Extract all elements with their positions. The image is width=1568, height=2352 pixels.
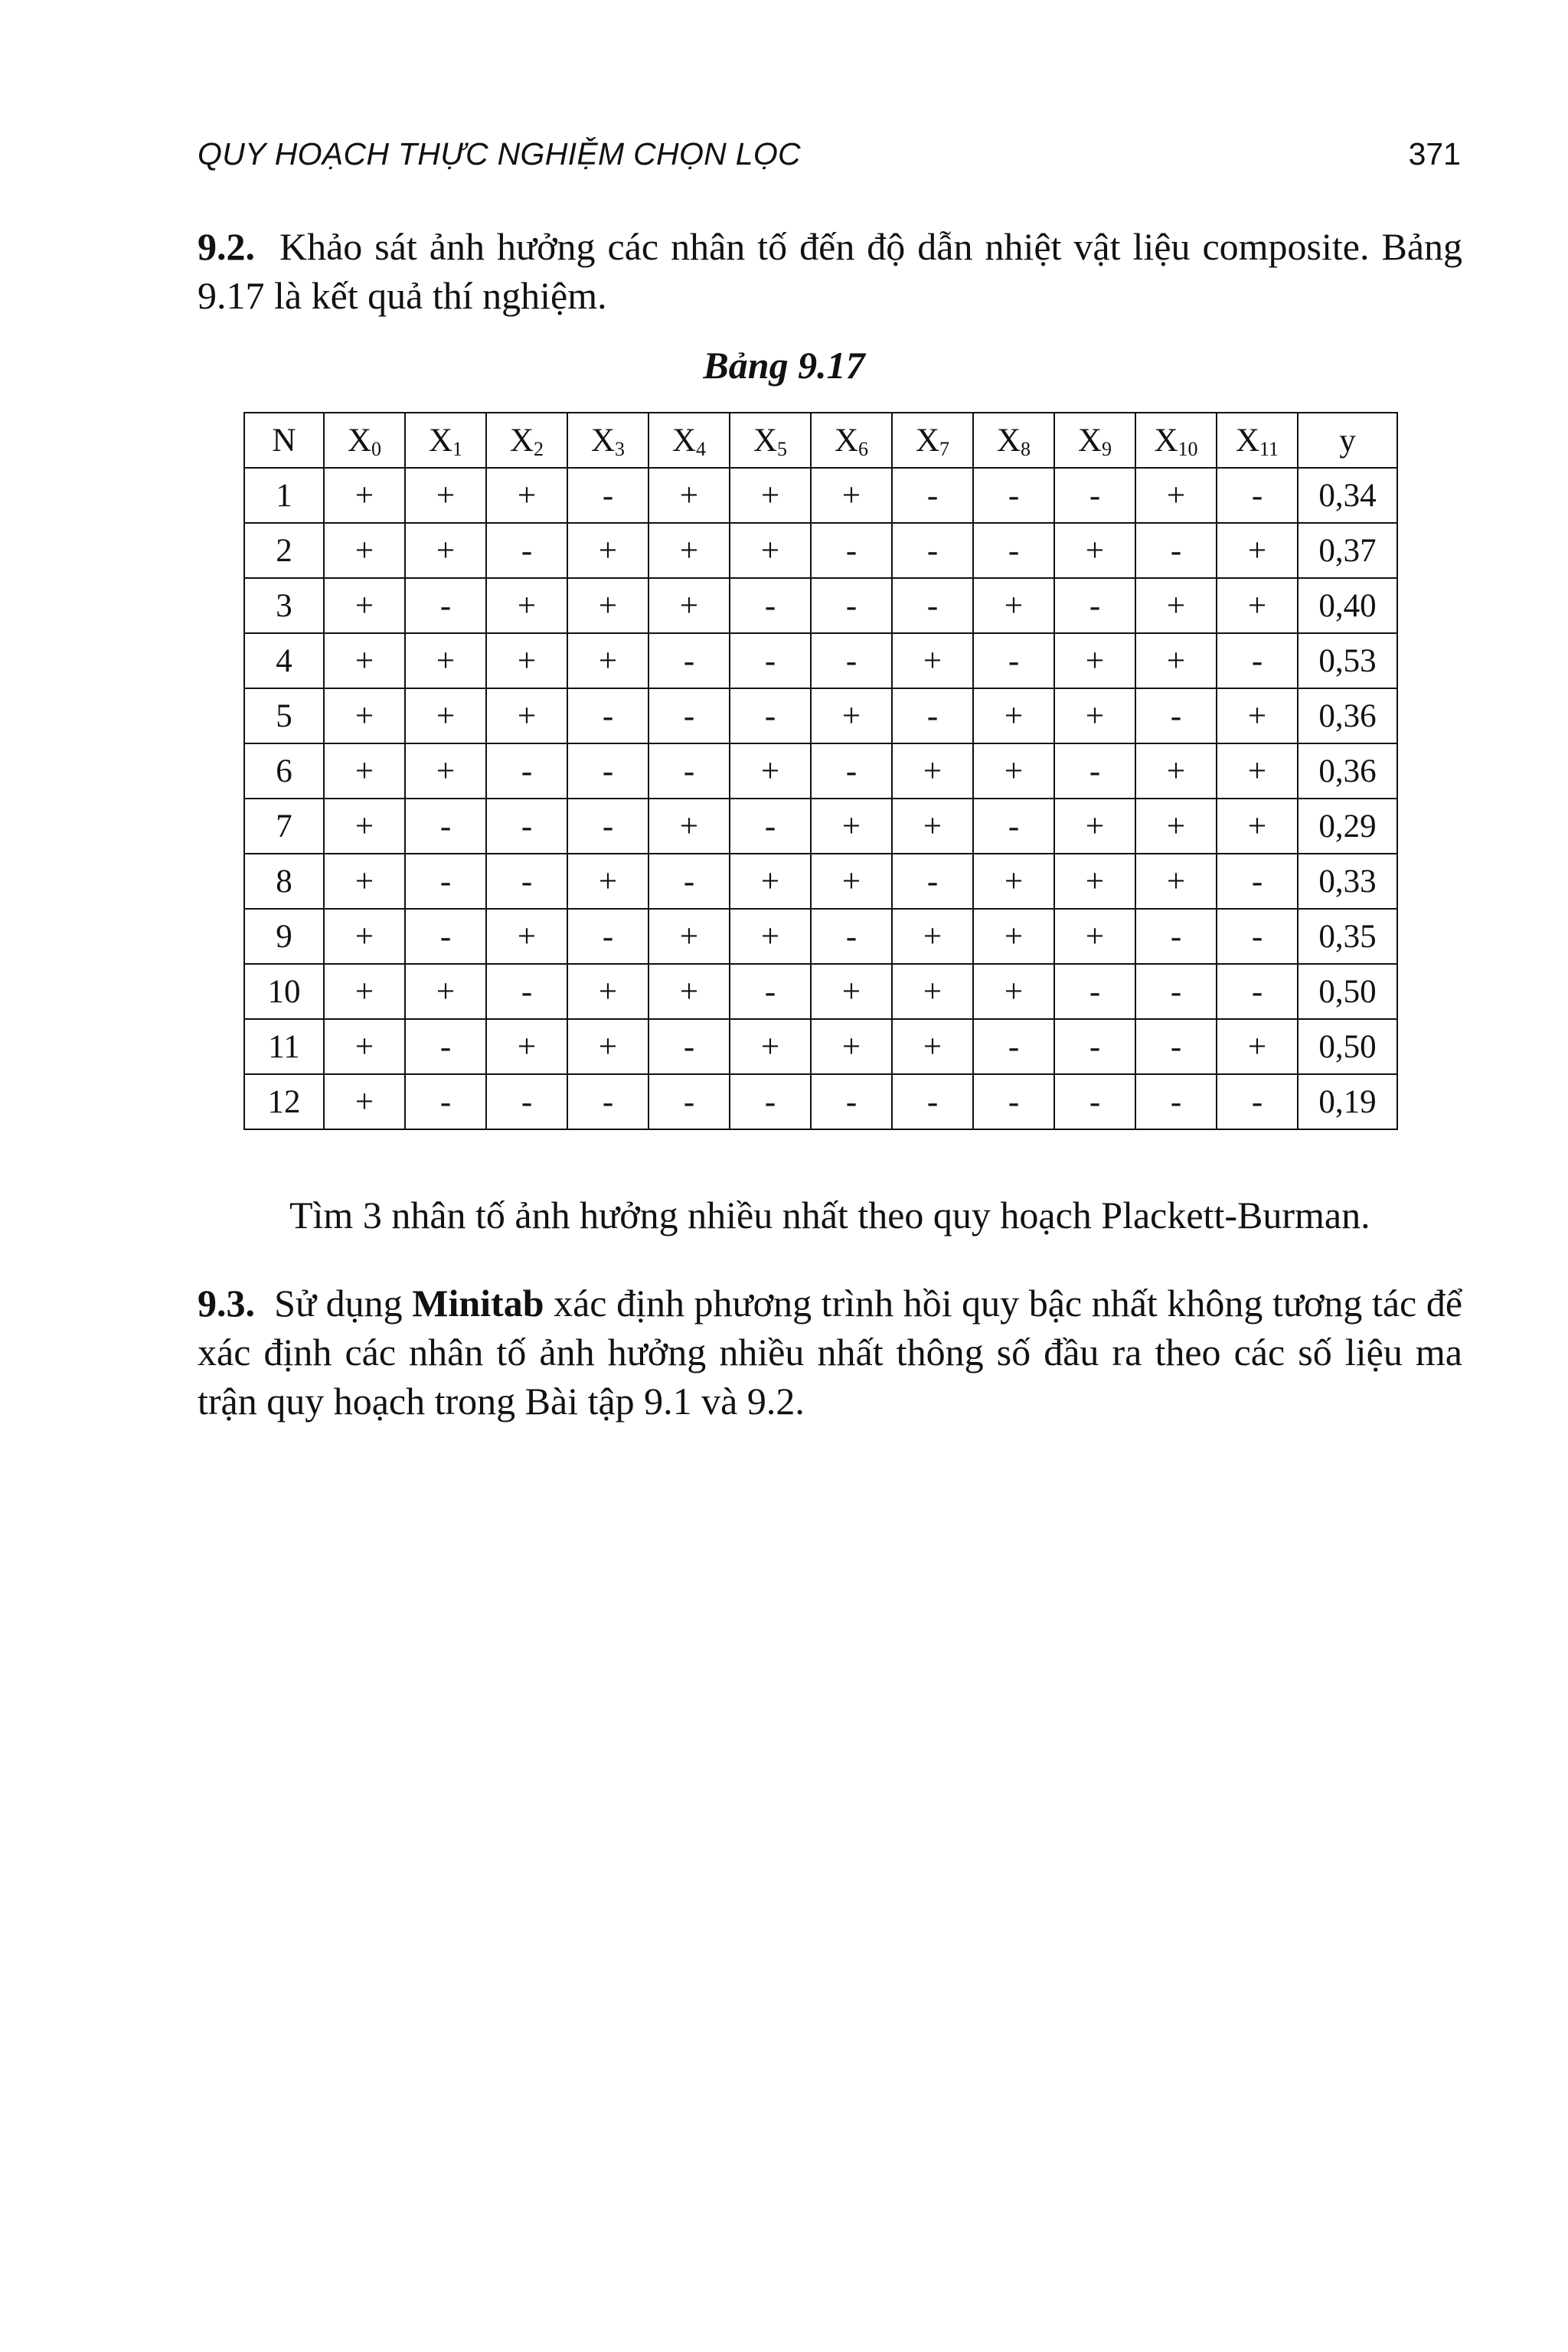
sign-cell: - — [892, 523, 973, 578]
factor-subscript: 5 — [777, 437, 788, 460]
response-cell: 0,50 — [1298, 964, 1397, 1019]
factor-symbol: X — [509, 422, 534, 459]
table-row — [244, 578, 1397, 633]
sign-cell: - — [730, 688, 811, 743]
sign-cell: + — [892, 1019, 973, 1074]
table-header-row — [244, 413, 1397, 468]
sign-cell: + — [324, 964, 405, 1019]
sign-cell: - — [811, 523, 892, 578]
sign-cell: + — [324, 1074, 405, 1129]
sign-cell: - — [1217, 909, 1298, 964]
sign-cell: + — [1217, 688, 1298, 743]
exercise-number: 9.2. — [198, 225, 255, 268]
sign-cell: + — [324, 799, 405, 854]
sign-cell: - — [486, 854, 567, 909]
table-row — [244, 688, 1397, 743]
sign-cell: + — [1135, 633, 1217, 688]
factor-subscript: 6 — [858, 437, 869, 460]
sign-cell: + — [405, 468, 486, 523]
sign-cell: - — [648, 1019, 730, 1074]
sign-cell: + — [892, 633, 973, 688]
sign-cell: + — [811, 854, 892, 909]
sign-cell: + — [730, 468, 811, 523]
sign-cell: + — [811, 799, 892, 854]
sign-cell: + — [486, 578, 567, 633]
response-cell: 0,33 — [1298, 854, 1397, 909]
sign-cell: + — [973, 909, 1054, 964]
sign-cell: + — [892, 743, 973, 799]
header-factor-x0 — [324, 413, 405, 468]
sign-cell: + — [973, 578, 1054, 633]
sign-cell: - — [1054, 964, 1135, 1019]
sign-cell: + — [1217, 743, 1298, 799]
sign-cell: + — [1135, 578, 1217, 633]
table-row — [244, 523, 1397, 578]
sign-cell: - — [1135, 688, 1217, 743]
sign-cell: + — [648, 523, 730, 578]
sign-cell: - — [730, 799, 811, 854]
sign-cell: - — [892, 688, 973, 743]
sign-cell: - — [973, 1019, 1054, 1074]
sign-cell: - — [973, 468, 1054, 523]
sign-cell: + — [1135, 799, 1217, 854]
sign-cell: + — [405, 633, 486, 688]
factor-subscript: 8 — [1021, 437, 1031, 460]
sign-cell: + — [730, 1019, 811, 1074]
sign-cell: + — [1135, 468, 1217, 523]
sign-cell: - — [648, 854, 730, 909]
factor-symbol: X — [1077, 422, 1102, 459]
sign-cell: - — [811, 1074, 892, 1129]
sign-cell: + — [324, 1019, 405, 1074]
factor-symbol: X — [834, 422, 859, 459]
sign-cell: - — [1217, 854, 1298, 909]
sign-cell: - — [730, 578, 811, 633]
sign-cell: - — [1135, 964, 1217, 1019]
sign-cell: + — [973, 854, 1054, 909]
row-number-cell: 10 — [244, 964, 324, 1019]
sign-cell: + — [973, 964, 1054, 1019]
factor-subscript: 0 — [371, 437, 382, 460]
sign-cell: - — [1217, 1074, 1298, 1129]
sign-cell: - — [730, 633, 811, 688]
header-factor-x6 — [811, 413, 892, 468]
sign-cell: - — [1135, 909, 1217, 964]
sign-cell: - — [892, 578, 973, 633]
sign-cell: + — [567, 578, 648, 633]
factor-symbol: X — [590, 422, 616, 459]
header-factor-x11 — [1217, 413, 1298, 468]
sign-cell: - — [486, 523, 567, 578]
sign-cell: + — [486, 633, 567, 688]
sign-cell: + — [811, 964, 892, 1019]
sign-cell: + — [811, 1019, 892, 1074]
header-factor-x10 — [1135, 413, 1217, 468]
sign-cell: - — [892, 468, 973, 523]
header-factor-x9 — [1054, 413, 1135, 468]
row-number-cell: 6 — [244, 743, 324, 799]
sign-cell: - — [811, 909, 892, 964]
sign-cell: + — [567, 523, 648, 578]
row-number-cell: 2 — [244, 523, 324, 578]
sign-cell: + — [486, 1019, 567, 1074]
sign-cell: - — [1135, 1019, 1217, 1074]
header-factor-x2 — [486, 413, 567, 468]
sign-cell: + — [648, 964, 730, 1019]
sign-cell: - — [567, 799, 648, 854]
sign-cell: + — [1054, 688, 1135, 743]
factor-symbol: X — [428, 422, 453, 459]
factor-subscript: 10 — [1178, 437, 1198, 460]
sign-cell: + — [486, 909, 567, 964]
sign-cell: + — [892, 909, 973, 964]
sign-cell: + — [1054, 854, 1135, 909]
exercise-text-before: Sử dụng — [274, 1282, 403, 1325]
header-factor-x8 — [973, 413, 1054, 468]
row-number-cell: 7 — [244, 799, 324, 854]
factor-subscript: 1 — [452, 437, 463, 460]
table-row — [244, 1019, 1397, 1074]
row-number-cell: 12 — [244, 1074, 324, 1129]
sign-cell: + — [730, 909, 811, 964]
sign-cell: - — [405, 578, 486, 633]
exercise-number: 9.3. — [198, 1282, 255, 1325]
sign-cell: + — [405, 523, 486, 578]
sign-cell: + — [1217, 523, 1298, 578]
sign-cell: - — [648, 743, 730, 799]
response-cell: 0,50 — [1298, 1019, 1397, 1074]
sign-cell: + — [324, 743, 405, 799]
response-cell: 0,35 — [1298, 909, 1397, 964]
sign-cell: - — [405, 854, 486, 909]
sign-cell: - — [648, 688, 730, 743]
sign-cell: - — [811, 743, 892, 799]
sign-cell: - — [405, 799, 486, 854]
sign-cell: - — [973, 1074, 1054, 1129]
row-number-cell: 9 — [244, 909, 324, 964]
sign-cell: - — [405, 1019, 486, 1074]
sign-cell: + — [567, 1019, 648, 1074]
sign-cell: - — [1135, 1074, 1217, 1129]
sign-cell: + — [730, 854, 811, 909]
factor-symbol: X — [671, 422, 697, 459]
header-y: y — [1298, 413, 1397, 468]
row-number-cell: 3 — [244, 578, 324, 633]
sign-cell: + — [648, 799, 730, 854]
exercise-9-2 — [198, 222, 1462, 320]
header-factor-x4 — [648, 413, 730, 468]
exercise-text-after: xác định phương trình hồi quy bậc nhất không tương tác để xác định các nhân tố ảnh hưởng nhiều nhất thông số đầu ra theo các số liệu ma trận quy hoạch trong Bài tập 9.1 và 9.2. — [198, 1282, 1463, 1423]
response-cell: 0,37 — [1298, 523, 1397, 578]
sign-cell: - — [811, 578, 892, 633]
sign-cell: + — [324, 909, 405, 964]
response-cell: 0,29 — [1298, 799, 1397, 854]
sign-cell: - — [892, 854, 973, 909]
factor-subscript: 4 — [696, 437, 707, 460]
response-cell: 0,40 — [1298, 578, 1397, 633]
sign-cell: + — [1054, 633, 1135, 688]
table-row — [244, 743, 1397, 799]
sign-cell: + — [405, 964, 486, 1019]
software-name: Minitab — [412, 1282, 544, 1325]
sign-cell: - — [973, 799, 1054, 854]
running-title: QUY HOẠCH THỰC NGHIỆM CHỌN LỌC — [198, 136, 801, 172]
table-body — [244, 468, 1397, 1129]
table-row — [244, 964, 1397, 1019]
sign-cell: + — [324, 578, 405, 633]
sign-cell: - — [1217, 964, 1298, 1019]
sign-cell: + — [486, 468, 567, 523]
factor-subscript: 9 — [1102, 437, 1112, 460]
running-header — [198, 136, 1461, 182]
sign-cell: + — [973, 743, 1054, 799]
factor-symbol: X — [996, 422, 1021, 459]
sign-cell: - — [648, 633, 730, 688]
sign-cell: + — [567, 633, 648, 688]
sign-cell: + — [730, 523, 811, 578]
sign-cell: + — [1135, 854, 1217, 909]
sign-cell: - — [730, 964, 811, 1019]
sign-cell: + — [567, 964, 648, 1019]
sign-cell: + — [324, 854, 405, 909]
sign-cell: - — [648, 1074, 730, 1129]
row-number-cell: 1 — [244, 468, 324, 523]
sign-cell: + — [730, 743, 811, 799]
sign-cell: + — [324, 633, 405, 688]
table-row — [244, 854, 1397, 909]
sign-cell: - — [486, 799, 567, 854]
factor-subscript: 7 — [939, 437, 950, 460]
sign-cell: - — [405, 1074, 486, 1129]
sign-cell: - — [1054, 468, 1135, 523]
response-cell: 0,53 — [1298, 633, 1397, 688]
sign-cell: + — [567, 854, 648, 909]
exercise-text: Khảo sát ảnh hưởng các nhân tố đến độ dẫn nhiệt vật liệu composite. Bảng 9.17 là kết quả thí nghiệm. — [198, 225, 1463, 317]
data-table — [243, 412, 1398, 1130]
sign-cell: + — [324, 468, 405, 523]
response-cell: 0,36 — [1298, 688, 1397, 743]
sign-cell: - — [1135, 523, 1217, 578]
page-number: 371 — [1408, 136, 1461, 172]
sign-cell: - — [1217, 633, 1298, 688]
table-row — [244, 633, 1397, 688]
row-number-cell: 5 — [244, 688, 324, 743]
sign-cell: + — [1217, 1019, 1298, 1074]
header-factor-x5 — [730, 413, 811, 468]
factor-symbol: X — [915, 422, 940, 459]
header-factor-x1 — [405, 413, 486, 468]
sign-cell: - — [486, 964, 567, 1019]
header-n: N — [244, 413, 324, 468]
sign-cell: + — [1054, 523, 1135, 578]
sign-cell: + — [324, 688, 405, 743]
sign-cell: - — [811, 633, 892, 688]
sign-cell: - — [1054, 743, 1135, 799]
sign-cell: - — [567, 688, 648, 743]
response-cell: 0,34 — [1298, 468, 1397, 523]
header-factor-x7 — [892, 413, 973, 468]
sign-cell: - — [567, 743, 648, 799]
factor-symbol: X — [1154, 422, 1178, 459]
sign-cell: + — [892, 964, 973, 1019]
sign-cell: - — [1217, 468, 1298, 523]
table-row — [244, 799, 1397, 854]
sign-cell: + — [811, 688, 892, 743]
sign-cell: + — [1135, 743, 1217, 799]
row-number-cell: 4 — [244, 633, 324, 688]
sign-cell: - — [1054, 1074, 1135, 1129]
table-row — [244, 468, 1397, 523]
response-cell: 0,36 — [1298, 743, 1397, 799]
sign-cell: + — [324, 523, 405, 578]
sign-cell: + — [405, 688, 486, 743]
sign-cell: + — [648, 468, 730, 523]
table-row — [244, 909, 1397, 964]
sign-cell: + — [1054, 909, 1135, 964]
factor-symbol: X — [347, 422, 372, 459]
sign-cell: + — [648, 909, 730, 964]
sign-cell: + — [405, 743, 486, 799]
task-note: Tìm 3 nhân tố ảnh hưởng nhiều nhất theo quy hoạch Plackett-Burman. — [289, 1194, 1370, 1236]
header-factor-x3 — [567, 413, 648, 468]
exercise-9-3 — [198, 1279, 1462, 1426]
table-row — [244, 1074, 1397, 1129]
sign-cell: + — [1217, 799, 1298, 854]
row-number-cell: 8 — [244, 854, 324, 909]
factor-subscript: 3 — [615, 437, 626, 460]
response-cell: 0,19 — [1298, 1074, 1397, 1129]
sign-cell: - — [892, 1074, 973, 1129]
sign-cell: + — [973, 688, 1054, 743]
sign-cell: - — [1054, 1019, 1135, 1074]
factor-subscript: 2 — [534, 437, 544, 460]
sign-cell: - — [730, 1074, 811, 1129]
sign-cell: - — [1054, 578, 1135, 633]
factor-subscript: 11 — [1259, 437, 1279, 460]
sign-cell: - — [486, 1074, 567, 1129]
sign-cell: + — [648, 578, 730, 633]
sign-cell: - — [973, 523, 1054, 578]
sign-cell: - — [405, 909, 486, 964]
table-caption: Bảng 9.17 — [703, 344, 865, 387]
sign-cell: - — [567, 909, 648, 964]
sign-cell: + — [1054, 799, 1135, 854]
sign-cell: + — [811, 468, 892, 523]
sign-cell: + — [892, 799, 973, 854]
sign-cell: + — [1217, 578, 1298, 633]
row-number-cell: 11 — [244, 1019, 324, 1074]
factor-symbol: X — [753, 422, 778, 459]
sign-cell: - — [567, 468, 648, 523]
sign-cell: - — [486, 743, 567, 799]
sign-cell: - — [567, 1074, 648, 1129]
sign-cell: - — [973, 633, 1054, 688]
factor-symbol: X — [1235, 422, 1259, 459]
sign-cell: + — [486, 688, 567, 743]
